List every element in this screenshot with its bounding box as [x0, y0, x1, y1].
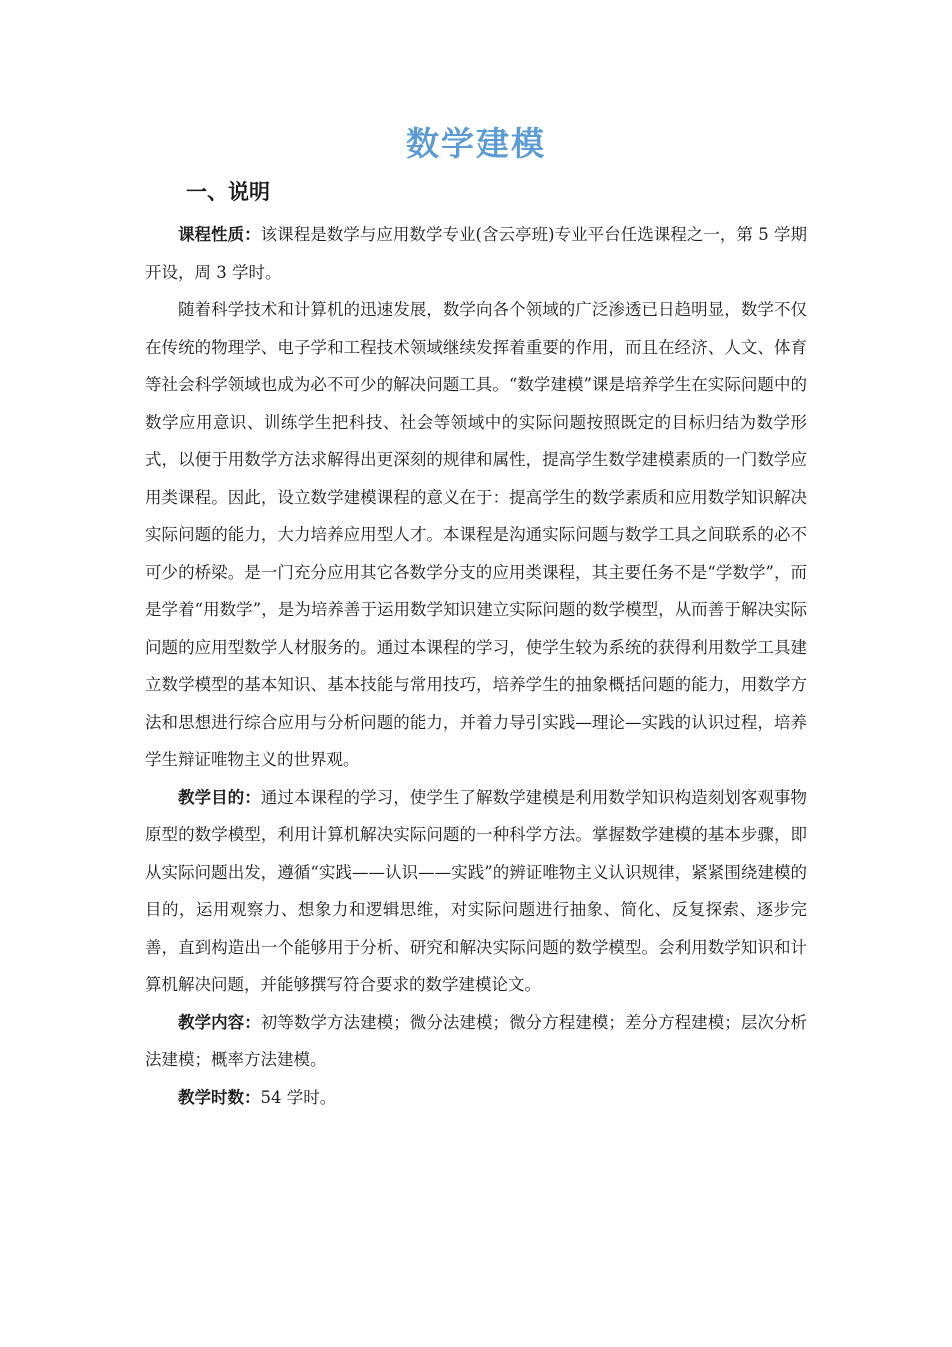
page-title: 数学建模 — [406, 124, 546, 163]
teaching-hours-text: 54 学时。 — [260, 1087, 337, 1107]
introduction-text: 随着科学技术和计算机的迅速发展，数学向各个领域的广泛渗透已日趋明显，数学不仅在传统的物理学、电子学和工程技术领域继续发挥着重要的作用，而且在经济、人文、体育等社会科学领域也成为必不可少的解决问题工具。“数学建模”课是培养学生在实际问题中的数学应用意识、训练学生把科技、社会等领域中的实际问题按照既定的目标归结为数学形式，以便于用数学方法求解得出更深刻的规律和属性，提高学生数学建模素质的一门数学应用类课程。因此，设立数学建模课程的意义在于：提高学生的数学素质和应用数学知识解决实际问题的能力，大力培养应用型人才。本课程是沟通实际问题与数学工具之间联系的必不可少的桥梁。是一门充分应用其它各数学分支的应用类课程，其主要任务不是“学数学”，而是学着“用数学”，是为培养善于运用数学知识建立实际问题的数学模型，从而善于解决实际问题的应用型数学人材服务的。通过本课程的学习，使学生较为系统的获得利用数学工具建立数学模型的基本知识、基本技能与常用技巧，培养学生的抽象概括问题的能力，用数学方法和思想进行综合应用与分析问题的能力，并着力导引实践—理论—实践的认识过程，培养学生辩证唯物主义的世界观。 — [145, 300, 807, 769]
paragraph-introduction — [145, 291, 807, 779]
teaching-goal-label: 教学目的： — [178, 787, 261, 807]
paragraph-teaching-hours — [145, 1079, 807, 1117]
paragraph-teaching-content — [145, 1004, 807, 1079]
paragraph-course-nature — [145, 216, 807, 291]
teaching-content-label: 教学内容： — [178, 1012, 261, 1032]
teaching-content-text: 初等数学方法建模；微分法建模；微分方程建模；差分方程建模；层次分析法建模；概率方法建模。 — [145, 1012, 808, 1069]
course-nature-label: 课程性质： — [178, 225, 261, 244]
paragraph-teaching-goal — [145, 779, 807, 1004]
teaching-hours-label: 教学时数： — [178, 1087, 261, 1107]
section-heading: 一、说明 — [186, 180, 270, 204]
course-nature-text: 该课程是数学与应用数学专业(含云亭班)专业平台任选课程之一，第 5 学期开设，周 3 学时。 — [145, 225, 807, 282]
teaching-goal-text: 通过本课程的学习，使学生了解数学建模是利用数学知识构造刻划客观事物原型的数学模型，利用计算机解决实际问题的一种科学方法。掌握数学建模的基本步骤，即从实际问题出发，遵循“实践——认识——实践”的辨证唯物主义认识规律，紧紧围绕建模的目的，运用观察力、想象力和逻辑思维，对实际问题进行抽象、简化、反复探索、逐步完善，直到构造出一个能够用于分析、研究和解决实际问题的数学模型。会利用数学知识和计算机解决问题，并能够撰写符合要求的数学建模论文。 — [145, 787, 808, 994]
document-body — [145, 216, 807, 1116]
